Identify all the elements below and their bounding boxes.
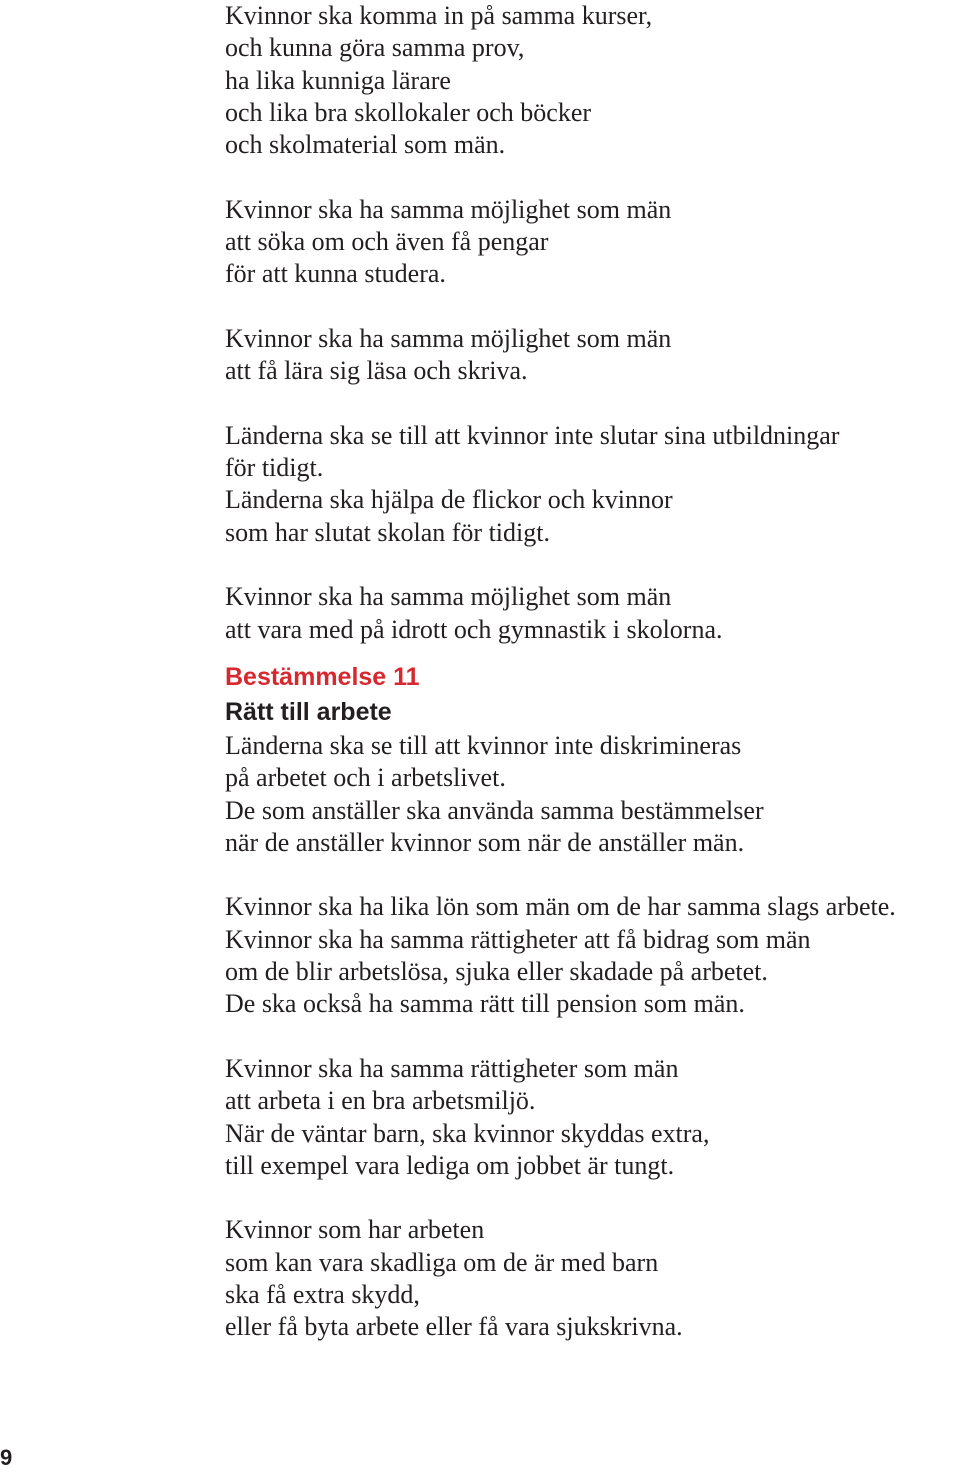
text-line: eller få byta arbete eller få vara sjukskrivna. [225, 1312, 683, 1342]
paragraphs-bottom [225, 730, 960, 1344]
paragraph-gap [225, 388, 960, 420]
text-line: och kunna göra samma prov, [225, 33, 525, 63]
page-number: 9 [0, 1445, 13, 1470]
paragraph [225, 1053, 960, 1182]
text-line: Länderna ska se till att kvinnor inte diskrimineras [225, 730, 742, 760]
section-title: Rätt till arbete [225, 697, 392, 726]
text-line: Kvinnor ska ha samma möjlighet som män [225, 194, 672, 224]
section-heading [225, 660, 960, 730]
text-line: att arbeta i en bra arbetsmiljö. [225, 1086, 536, 1116]
paragraph-gap [225, 1182, 960, 1214]
paragraph [225, 420, 960, 549]
text-line: när de anställer kvinnor som när de anställer män. [225, 827, 745, 857]
text-line: till exempel vara lediga om jobbet är tungt. [225, 1150, 675, 1180]
text-line: Kvinnor ska ha samma möjlighet som män [225, 582, 672, 612]
section-number: Bestämmelse 11 [225, 662, 420, 691]
paragraph [225, 194, 960, 291]
text-line: och lika bra skollokaler och böcker [225, 97, 592, 127]
text-line: om de blir arbetslösa, sjuka eller skadade på arbetet. [225, 957, 768, 987]
paragraph [225, 581, 960, 646]
text-line: Kvinnor ska ha samma rättigheter att få bidrag som män [225, 924, 811, 954]
text-line: När de väntar barn, ska kvinnor skyddas extra, [225, 1118, 710, 1148]
text-line: ha lika kunniga lärare [225, 65, 451, 95]
paragraph [225, 730, 960, 859]
text-line: att vara med på idrott och gymnastik i skolorna. [225, 614, 723, 644]
text-line: för att kunna studera. [225, 259, 446, 289]
text-line: De som anställer ska använda samma bestämmelser [225, 795, 764, 825]
text-line: som kan vara skadliga om de är med barn [225, 1247, 659, 1277]
text-line: att få lära sig läsa och skriva. [225, 356, 528, 386]
text-line: Kvinnor som har arbeten [225, 1215, 485, 1245]
page-content [225, 0, 960, 1344]
text-line: Länderna ska se till att kvinnor inte slutar sina utbildningar [225, 420, 840, 450]
text-line: och skolmaterial som män. [225, 130, 506, 160]
paragraph-gap [225, 161, 960, 193]
text-line: Länderna ska hjälpa de flickor och kvinnor [225, 485, 673, 515]
text-line: Kvinnor ska ha samma möjlighet som män [225, 323, 672, 353]
paragraph [225, 323, 960, 388]
text-line: att söka om och även få pengar [225, 227, 549, 257]
paragraph [225, 0, 960, 161]
text-line: på arbetet och i arbetslivet. [225, 763, 506, 793]
paragraphs-top [225, 0, 960, 646]
text-line: för tidigt. [225, 453, 324, 483]
text-line: Kvinnor ska komma in på samma kurser, [225, 1, 653, 30]
text-line: De ska också ha samma rätt till pension som män. [225, 989, 745, 1019]
paragraph-gap [225, 1021, 960, 1053]
text-line: Kvinnor ska ha lika lön som män om de har samma slags arbete. [225, 892, 896, 922]
text-line: Kvinnor ska ha samma rättigheter som män [225, 1053, 679, 1083]
text-line: som har slutat skolan för tidigt. [225, 517, 550, 547]
paragraph-gap [225, 549, 960, 581]
paragraph [225, 1214, 960, 1343]
paragraph-gap [225, 859, 960, 891]
paragraph-gap [225, 291, 960, 323]
text-line: ska få extra skydd, [225, 1279, 420, 1309]
paragraph [225, 891, 960, 1020]
